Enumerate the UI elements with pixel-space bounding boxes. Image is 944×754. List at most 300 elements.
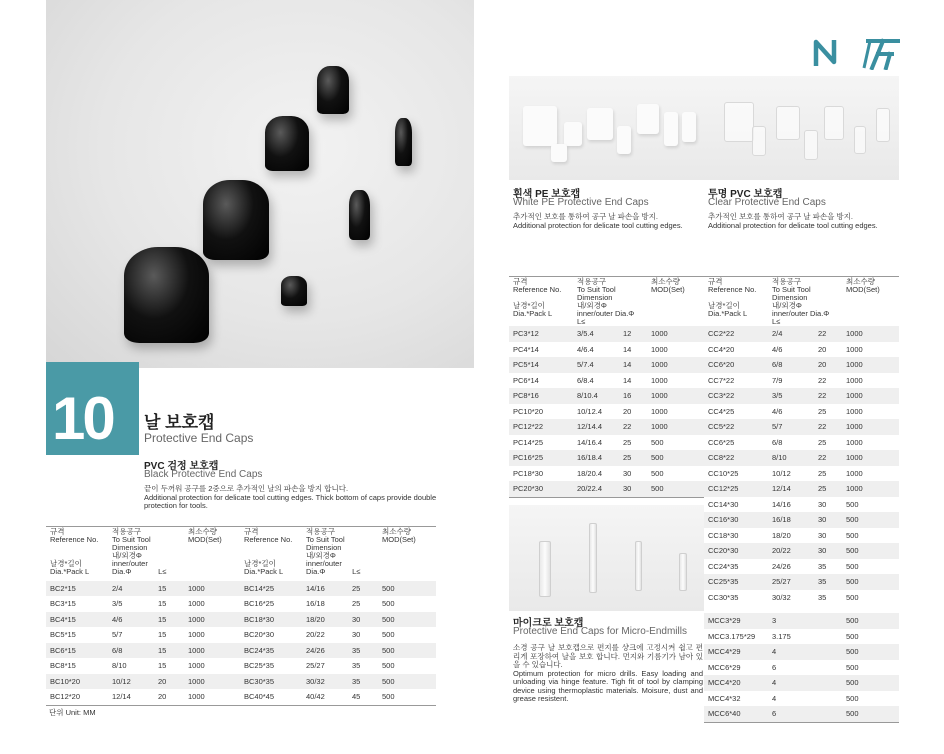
header-tool-en: To Suit Tool Dimension (112, 535, 151, 552)
cell-length (814, 644, 842, 660)
cell-length (814, 660, 842, 676)
cell-mod: 1000 (188, 661, 205, 670)
nt-logo-icon (812, 36, 902, 70)
white-cap (564, 122, 582, 146)
cell-dimension: 4/6 (772, 406, 783, 416)
header-mod (378, 527, 436, 581)
table-row (240, 612, 436, 628)
cell-reference: PC6*14 (513, 375, 539, 385)
header-mod-ko: 최소수량 (188, 527, 217, 536)
clear-caps-photo (704, 76, 899, 180)
cell-length: 16 (619, 388, 647, 404)
black-caps-title-en: Black Protective End Caps (144, 469, 263, 480)
table-row (509, 435, 704, 451)
cell-mod: 1000 (651, 375, 668, 385)
table-row (704, 326, 899, 342)
header-reference (46, 527, 108, 581)
table-row (704, 559, 899, 575)
white-cap (523, 106, 557, 146)
header-tool-dim-ko: 내/외경Φ (306, 551, 336, 560)
cell-length: 25 (352, 599, 361, 608)
cell-mod: 500 (846, 530, 859, 540)
cell-mod: 500 (651, 468, 664, 478)
table-row (240, 596, 436, 612)
cell-dimension: 20/22.4 (573, 481, 619, 497)
cell-length: 25 (623, 437, 632, 447)
cell-dimension: 5/7.4 (573, 357, 619, 373)
table-row (509, 466, 704, 482)
table-row (240, 674, 436, 690)
cell-reference: CC18*30 (708, 530, 739, 540)
cell-reference: CC6*20 (704, 357, 768, 373)
header-ref-dim-en: Dia.*Pack L (708, 309, 748, 318)
table-row (704, 706, 899, 722)
cell-mod: 500 (846, 499, 859, 509)
cell-reference: PC4*14 (513, 344, 539, 354)
header-ref-ko: 규격 (50, 527, 65, 536)
cell-mod: 1000 (846, 344, 863, 354)
header-tool-dim-en: inner/outer Dia.Φ (306, 559, 342, 576)
cell-dimension: 10/12 (108, 674, 154, 690)
cell-dimension: 25/27 (306, 661, 325, 670)
header-tool-ko: 적용공구 (577, 277, 606, 286)
header-tool-en: To Suit Tool Dimension (772, 285, 811, 302)
table-row (509, 481, 704, 497)
cell-dimension: 3/5 (112, 599, 123, 608)
cell-length: 25 (818, 468, 827, 478)
cell-dimension: 3.175 (772, 631, 791, 641)
cell-mod: 500 (842, 613, 899, 629)
table-row (704, 404, 899, 420)
table-row (46, 674, 240, 690)
cell-dimension: 6/8 (108, 643, 154, 659)
cell-mod: 1000 (651, 406, 668, 416)
table-row (704, 675, 899, 691)
micro-cap (589, 523, 597, 593)
cell-dimension: 12/14.4 (573, 419, 619, 435)
cell-length: 30 (348, 612, 378, 628)
black-cap-medium (265, 116, 309, 171)
section-title-ko: 날 보호캡 (144, 413, 215, 432)
cell-length: 22 (619, 419, 647, 435)
cell-mod: 1000 (846, 375, 863, 385)
header-mod (842, 277, 899, 327)
cell-reference: CC14*30 (708, 499, 739, 509)
header-ref-dim-ko: 날경*길이 (513, 301, 545, 310)
table-row (704, 528, 899, 544)
cell-reference: BC2*15 (46, 581, 108, 597)
cell-length: 25 (348, 581, 378, 597)
table-row (509, 373, 704, 389)
black-cap-medium-large (203, 180, 269, 260)
cell-dimension: 4 (768, 644, 814, 660)
cell-dimension: 25/27 (768, 574, 814, 590)
header-length: L≤ (352, 567, 361, 576)
header-ref-dim-ko: 날경*길이 (50, 559, 82, 568)
cell-length: 12 (619, 326, 647, 342)
header-mod-ko: 최소수량 (651, 277, 680, 286)
cell-reference: BC25*35 (244, 661, 275, 670)
cell-reference: PC8*16 (509, 388, 573, 404)
cell-dimension: 5/7 (112, 630, 123, 639)
cell-mod: 1000 (842, 357, 899, 373)
cell-reference: BC40*45 (240, 689, 302, 705)
table-row (704, 357, 899, 373)
header-tool-dim-ko: 내/외경Φ (577, 301, 607, 310)
cell-length: 30 (818, 530, 827, 540)
cell-dimension: 3/5 (768, 388, 814, 404)
cell-dimension: 6/8 (768, 357, 814, 373)
cell-mod: 500 (846, 631, 859, 641)
cell-dimension: 14/16.4 (577, 437, 603, 447)
cell-dimension: 30/32 (302, 674, 348, 690)
black-cap-thin (395, 118, 412, 166)
table-row (509, 357, 704, 373)
cell-mod: 500 (842, 706, 899, 722)
cell-reference: MCC6*40 (704, 706, 768, 722)
header-tool-dim-en: inner/outer Dia.Φ (577, 309, 635, 318)
cell-mod: 1000 (184, 581, 240, 597)
cell-dimension: 18/20 (302, 612, 348, 628)
cell-mod: 1000 (647, 357, 704, 373)
table-row (509, 388, 704, 404)
cell-reference: CC10*25 (708, 468, 739, 478)
table-row (509, 342, 704, 358)
header-tool-en: To Suit Tool Dimension (306, 535, 345, 552)
black-caps-desc-ko: 끝이 두꺼워 공구를 2중으로 추가적인 날의 파손을 방지 합니다. (144, 484, 349, 493)
cell-reference: CC8*22 (704, 450, 768, 466)
cell-length (814, 675, 842, 691)
table-row (704, 342, 899, 358)
header-tool-dim-ko: 내/외경Φ (772, 301, 802, 310)
header-mod-en: MOD(Set) (188, 535, 222, 544)
cell-reference: BC24*35 (240, 643, 302, 659)
clear-caps-desc-en: Additional protection for delicate tool cutting edges. (708, 220, 878, 230)
micro-caps-photo (509, 505, 704, 611)
cell-mod: 1000 (846, 468, 863, 478)
cell-reference: MCC4*20 (704, 675, 768, 691)
cell-length: 22 (818, 375, 827, 385)
cell-mod: 500 (846, 561, 859, 571)
cell-mod: 500 (378, 581, 436, 597)
cell-dimension: 12/14 (108, 689, 154, 705)
cell-dimension: 30/32 (772, 592, 791, 602)
table-row (46, 689, 240, 705)
cell-length: 35 (352, 661, 361, 670)
table-row (704, 660, 899, 676)
cell-reference: CC30*35 (708, 592, 739, 602)
header-mod-ko: 최소수량 (382, 527, 411, 536)
cell-dimension: 12/14 (768, 481, 814, 497)
cell-mod: 1000 (842, 388, 899, 404)
cell-reference: PC20*30 (509, 481, 573, 497)
table-row (240, 627, 436, 643)
cell-reference: PC3*12 (509, 326, 573, 342)
cell-dimension: 24/26 (772, 561, 791, 571)
micro-caps-desc-en: Optimum protection for micro drills. Easy loading and unloading via hinge feature. Tigh fit of tool by clamping device using thermoplastic materials. Moisure, dust and grease resistent. (513, 668, 703, 703)
cell-mod: 500 (846, 662, 859, 672)
cell-mod: 1000 (184, 689, 240, 705)
clear-caps-table (704, 276, 899, 723)
cell-mod: 500 (842, 574, 899, 590)
cell-length: 15 (154, 643, 184, 659)
cell-length: 25 (814, 481, 842, 497)
cell-mod: 1000 (846, 437, 863, 447)
table-row (240, 581, 436, 597)
cell-mod: 500 (846, 693, 859, 703)
cell-mod: 500 (382, 599, 395, 608)
cell-mod: 1000 (184, 612, 240, 628)
cell-reference: PC18*30 (513, 468, 544, 478)
cell-reference: CC6*25 (708, 437, 735, 447)
cell-reference: BC14*25 (240, 581, 302, 597)
cell-reference: PC5*14 (509, 357, 573, 373)
table-row (704, 590, 899, 606)
cell-length: 30 (619, 481, 647, 497)
header-mod (647, 277, 704, 327)
cell-dimension: 2/4 (108, 581, 154, 597)
cell-reference: CC12*25 (704, 481, 768, 497)
table-row (704, 466, 899, 482)
clear-cap (752, 126, 766, 156)
cell-length: 35 (818, 561, 827, 571)
clear-cap (824, 106, 844, 140)
table-row (46, 581, 240, 597)
table-row (704, 435, 899, 451)
cell-length: 15 (158, 599, 167, 608)
cell-reference: CC4*20 (708, 344, 735, 354)
cell-reference: MCC3*29 (704, 613, 768, 629)
section-title-en: Protective End Caps (144, 431, 254, 445)
cell-mod: 500 (647, 481, 704, 497)
clear-cap (876, 108, 890, 142)
cell-mod: 500 (842, 675, 899, 691)
cell-reference: BC6*15 (46, 643, 108, 659)
table-spacer (704, 605, 899, 613)
table-row (704, 373, 899, 389)
cell-length: 45 (348, 689, 378, 705)
cell-dimension: 3 (768, 613, 814, 629)
header-mod-en: MOD(Set) (846, 285, 880, 294)
cell-reference: BC3*15 (50, 599, 76, 608)
cell-mod: 500 (651, 437, 664, 447)
cell-reference: MCC4*29 (704, 644, 768, 660)
table-row (704, 450, 899, 466)
cell-mod: 1000 (651, 344, 668, 354)
cell-reference: BC30*35 (240, 674, 302, 690)
cell-dimension: 4/6.4 (577, 344, 594, 354)
table-row (509, 450, 704, 466)
cell-reference: BC10*20 (46, 674, 108, 690)
cell-mod: 500 (378, 643, 436, 659)
clear-caps-desc-ko: 추가적인 보호를 통하여 공구 날 파손을 방지. (708, 212, 853, 221)
cell-mod: 1000 (647, 419, 704, 435)
white-cap (664, 112, 678, 146)
cell-length (814, 629, 842, 645)
micro-cap (679, 553, 687, 591)
header-tool-en: To Suit Tool Dimension (577, 285, 616, 302)
cell-mod: 500 (647, 450, 704, 466)
cell-reference: BC4*15 (46, 612, 108, 628)
black-caps-table-left (46, 526, 240, 706)
spacer-cell (704, 605, 899, 613)
table-row (704, 543, 899, 559)
cell-dimension: 16/18 (306, 599, 325, 608)
cell-reference: PC12*22 (509, 419, 573, 435)
cell-length (814, 691, 842, 707)
cell-reference: BC16*25 (244, 599, 275, 608)
header-ref-en: Reference No. (244, 535, 293, 544)
cell-length: 30 (623, 468, 632, 478)
cell-dimension: 8/10 (112, 661, 127, 670)
header-tool-dim-ko: 내/외경Φ (112, 551, 142, 560)
clear-cap (804, 130, 818, 160)
cell-length: 22 (814, 419, 842, 435)
cell-mod: 500 (842, 512, 899, 528)
cell-mod: 1000 (184, 674, 240, 690)
cell-reference: BC18*30 (240, 612, 302, 628)
black-cap-short (281, 276, 307, 306)
clear-caps-title-ko: 투명 PVC 보호캡 (708, 189, 783, 200)
cell-mod: 1000 (842, 481, 899, 497)
header-tool (768, 277, 842, 327)
unit-note: 단위 Unit: MM (49, 708, 96, 717)
black-cap-small-top (317, 66, 349, 114)
cell-mod: 1000 (842, 419, 899, 435)
cell-length: 15 (154, 612, 184, 628)
table-row (704, 691, 899, 707)
header-length: L≤ (772, 317, 781, 326)
header-length: L≤ (158, 567, 167, 576)
white-caps-table (509, 276, 704, 498)
black-cap-large (124, 247, 209, 343)
micro-cap (635, 541, 642, 591)
cell-dimension: 10/12.4 (577, 406, 603, 416)
black-caps-description (144, 485, 439, 511)
black-caps-desc-en: Additional protection for delicate tool cutting edges. Thick bottom of caps provide double protection for tools. (144, 492, 437, 510)
cell-length: 25 (818, 437, 827, 447)
cell-dimension: 4 (768, 675, 814, 691)
cell-reference: CC20*30 (704, 543, 768, 559)
cell-reference: CC24*35 (708, 561, 739, 571)
header-mod-en: MOD(Set) (651, 285, 685, 294)
cell-dimension: 14/16 (302, 581, 348, 597)
cell-dimension: 10/12 (772, 468, 791, 478)
cell-mod: 500 (378, 612, 436, 628)
cell-mod: 1000 (842, 450, 899, 466)
header-tool-ko: 적용공구 (112, 527, 141, 536)
cell-mod: 1000 (842, 326, 899, 342)
header-tool (108, 527, 184, 581)
table-row (46, 643, 240, 659)
cell-dimension: 8/10 (768, 450, 814, 466)
clear-cap (724, 102, 754, 142)
header-tool (302, 527, 378, 581)
cell-length: 14 (623, 344, 632, 354)
cell-mod: 500 (842, 543, 899, 559)
table-row (704, 629, 899, 645)
cell-mod: 1000 (647, 326, 704, 342)
cell-length: 30 (352, 630, 361, 639)
header-ref-dim-ko: 날경*길이 (244, 559, 276, 568)
cell-length (814, 613, 842, 629)
header-reference (240, 527, 302, 581)
header-tool (573, 277, 647, 327)
cell-reference: PC10*20 (513, 406, 544, 416)
table-row (704, 644, 899, 660)
white-cap (617, 126, 631, 154)
cell-length (814, 706, 842, 722)
cell-dimension: 6 (768, 706, 814, 722)
white-caps-photo (509, 76, 704, 180)
cell-length: 25 (619, 450, 647, 466)
header-ref-en: Reference No. (513, 285, 562, 294)
cell-dimension: 18/20 (772, 530, 791, 540)
cell-length: 15 (158, 661, 167, 670)
header-ref-dim-en: Dia.*Pack L (244, 567, 284, 576)
cell-length: 20 (818, 344, 827, 354)
cell-mod: 500 (382, 661, 395, 670)
cell-dimension: 8/10.4 (573, 388, 619, 404)
white-caps-description (513, 213, 703, 230)
cell-dimension: 5/7 (768, 419, 814, 435)
white-caps-desc-ko: 추가적인 보호를 통하여 공구 날 파손을 방지. (513, 212, 658, 221)
header-ref-dim-ko: 날경*길이 (708, 301, 740, 310)
header-length: L≤ (577, 317, 586, 326)
header-ref-ko: 규격 (244, 527, 259, 536)
cell-length: 20 (154, 689, 184, 705)
cell-reference: CC25*35 (704, 574, 768, 590)
cell-reference: MCC3.175*29 (708, 631, 756, 641)
cell-dimension: 40/42 (302, 689, 348, 705)
cell-length: 14 (619, 357, 647, 373)
cell-length: 15 (158, 630, 167, 639)
cell-dimension: 7/9 (772, 375, 783, 385)
cell-length: 20 (623, 406, 632, 416)
cell-mod: 1000 (184, 643, 240, 659)
cell-dimension: 6 (772, 662, 777, 672)
cell-reference: BC5*15 (50, 630, 76, 639)
table-row (46, 658, 240, 674)
cell-mod: 500 (846, 592, 859, 602)
cell-dimension: 20/22 (768, 543, 814, 559)
header-mod-ko: 최소수량 (846, 277, 875, 286)
cell-mod: 1000 (846, 406, 863, 416)
header-tool-ko: 적용공구 (306, 527, 335, 536)
cell-reference: PC14*25 (513, 437, 544, 447)
black-caps-photo (46, 0, 474, 368)
cell-dimension: 3/5.4 (573, 326, 619, 342)
cell-dimension: 16/18.4 (573, 450, 619, 466)
table-row (46, 596, 240, 612)
cell-length: 14 (623, 375, 632, 385)
cell-reference: MCC4*32 (708, 693, 741, 703)
cell-dimension: 4/6 (772, 344, 783, 354)
table-row (704, 388, 899, 404)
micro-caps-desc-ko: 소경 공구 날 보호캡으로 편지를 샹크에 고정시켜 쉽고 편리게 포장하여 날을 보호 합니다. 먼지와 기름기가 남아 있을 수 있습니다. (513, 643, 703, 669)
white-cap (637, 104, 659, 134)
cell-dimension: 14/16 (772, 499, 791, 509)
black-caps-table-right (240, 526, 436, 706)
table-row (704, 613, 899, 629)
header-reference (509, 277, 573, 327)
table-row (509, 326, 704, 342)
clear-caps-description (708, 213, 903, 230)
cell-reference: CC2*22 (704, 326, 768, 342)
cell-length: 15 (154, 581, 184, 597)
cell-mod: 500 (842, 644, 899, 660)
header-ref-dim-en: Dia.*Pack L (513, 309, 553, 318)
